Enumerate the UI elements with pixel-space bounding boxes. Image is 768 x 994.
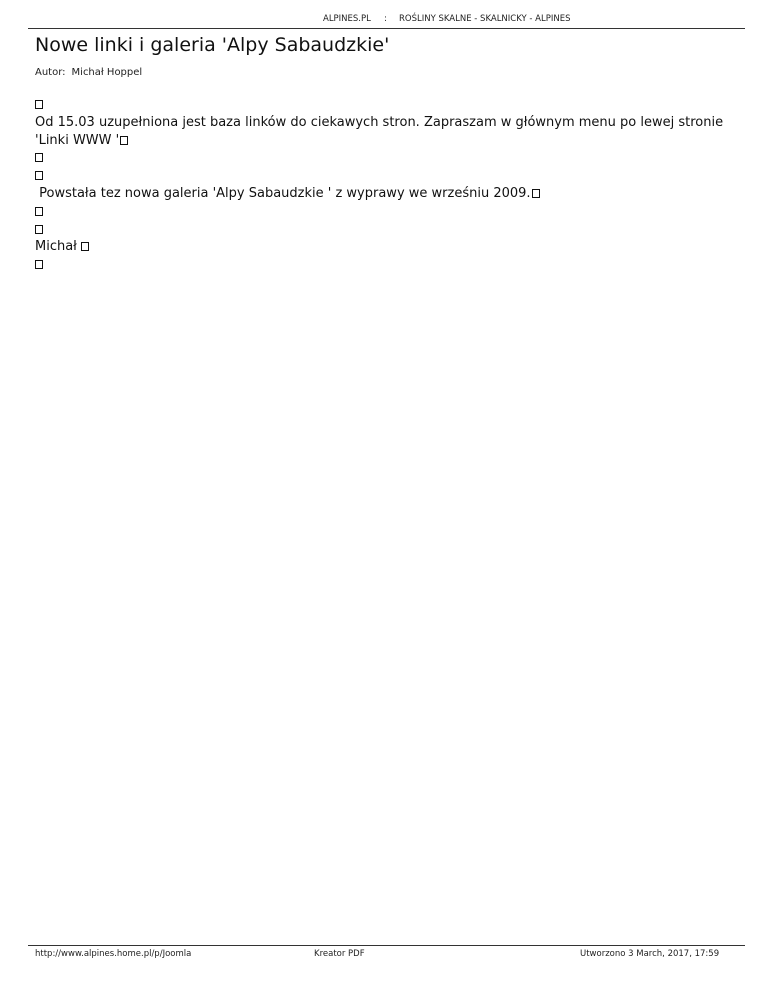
article-title: Nowe linki i galeria 'Alpy Sabaudzkie' [35,34,390,56]
body-line-3 [35,132,735,150]
body-line-6 [35,185,735,203]
body-line-9-text: Michał [35,239,82,255]
missing-glyph-icon [35,207,43,216]
missing-glyph-icon [35,225,43,234]
footer-creator: Kreator PDF [314,949,365,959]
header-site-name: ALPINES.PL [323,14,371,24]
missing-glyph-icon [35,100,43,109]
body-line-5 [35,167,735,185]
body-line-9 [35,238,735,256]
header-section-title: ROŚLINY SKALNE - SKALNICKY - ALPINES [399,14,571,24]
body-line-8 [35,221,735,239]
body-line-10 [35,256,735,274]
body-line-4 [35,149,735,167]
author-label: Autor: [35,67,66,78]
missing-glyph-icon [35,153,43,162]
page-header [28,8,745,29]
page-footer [28,945,745,966]
body-line-2-text: Od 15.03 uzupełniona jest baza linków do ciekawych stron. Zapraszam w głównym menu po lewej stronie [35,114,724,130]
body-line-2 [35,114,735,132]
footer-created-date: Utworzono 3 March, 2017, 17:59 [580,949,720,959]
missing-glyph-icon [35,260,43,269]
body-line-3-text: 'Linki WWW ' [35,132,120,148]
header-separator: : [384,14,387,24]
author-line [35,67,142,78]
body-line-1 [35,96,735,114]
missing-glyph-icon [81,242,89,251]
body-line-7 [35,203,735,221]
article-body [35,96,735,274]
missing-glyph-icon [35,171,43,180]
body-line-6-text: Powstała tez nowa galeria 'Alpy Sabaudzkie ' z wyprawy we wrześniu 2009. [35,185,531,201]
footer-url: http://www.alpines.home.pl/p/Joomla [35,949,192,959]
missing-glyph-icon [120,136,128,145]
author-name: Michał Hoppel [71,67,143,78]
missing-glyph-icon [532,189,540,198]
